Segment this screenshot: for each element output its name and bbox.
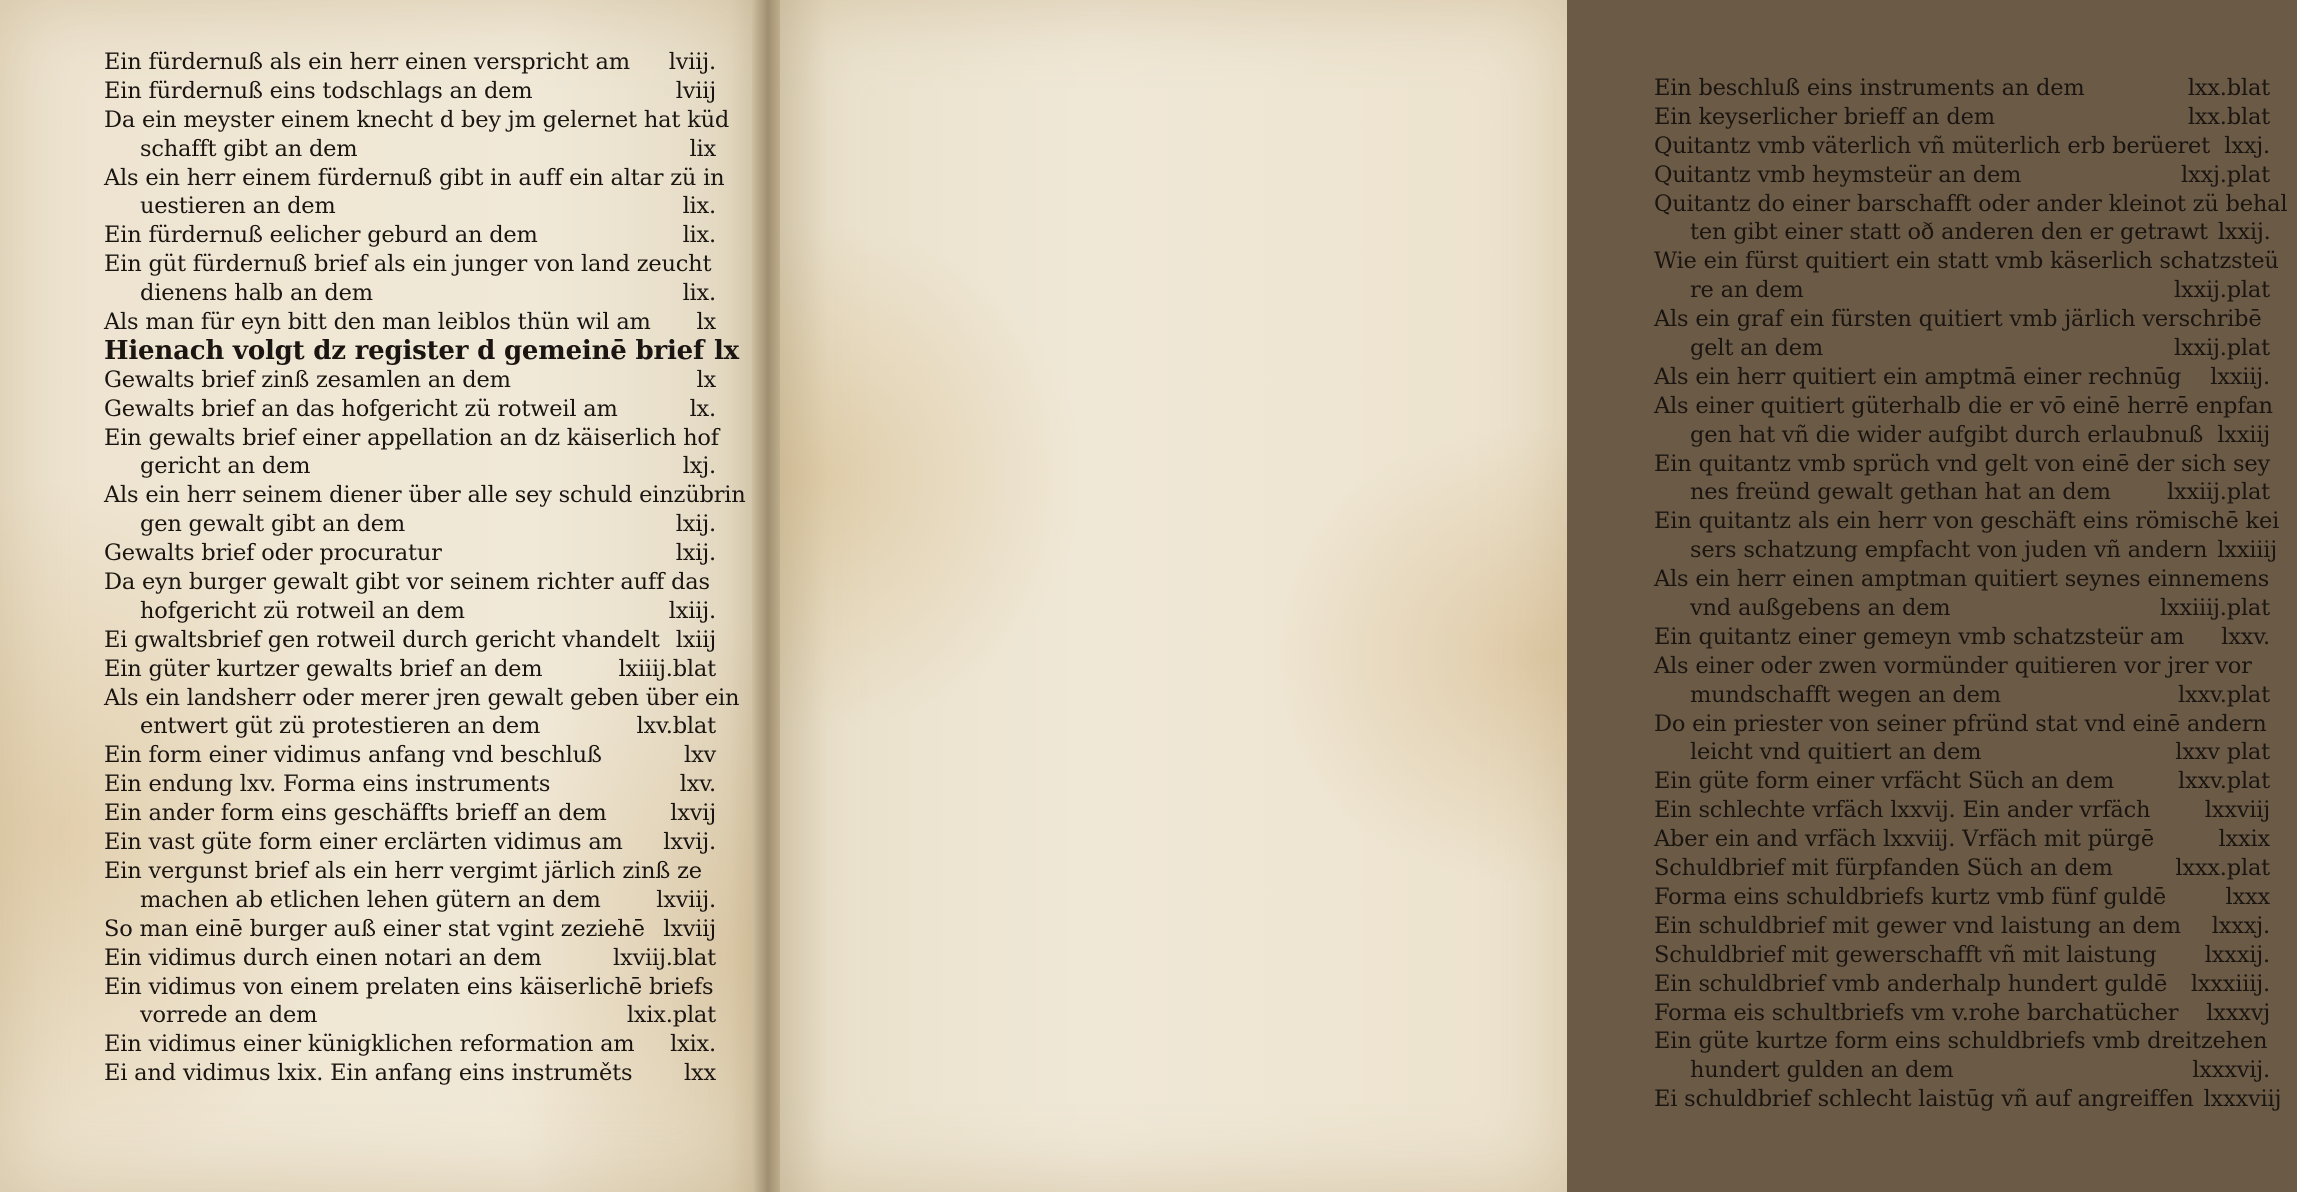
entry-folio-reference: lix. (682, 193, 716, 220)
entry-text: dienens halb an dem (140, 280, 373, 307)
entry-folio-reference: lxvij (670, 800, 716, 827)
entry-folio-reference: lxxix (2218, 826, 2270, 853)
register-entry (1654, 594, 2270, 623)
entry-folio-reference: lxv (684, 742, 716, 769)
entry-folio-reference: lx (696, 309, 716, 336)
entry-folio-reference: lxiij (675, 626, 716, 653)
entry-folio-reference: lxxx.plat (2175, 855, 2270, 882)
right-page (780, 0, 2288, 1192)
register-entry (104, 164, 725, 193)
entry-text: Als man für eyn bitt den man leiblos thün wil am (104, 309, 651, 336)
register-entry (104, 770, 716, 799)
entry-folio-reference (710, 568, 720, 597)
entry-folio-reference: lx (713, 335, 739, 366)
entry-folio-reference (724, 164, 734, 193)
register-entry (1654, 334, 2270, 363)
entry-text: entwert güt zü protestieren an dem (140, 713, 541, 740)
register-entry (104, 568, 716, 597)
entry-folio-reference (2279, 247, 2289, 276)
entry-folio-reference: lxx (684, 1060, 716, 1087)
register-entry (104, 915, 716, 944)
register-entry (1654, 507, 2280, 536)
register-entry (1654, 247, 2279, 276)
entry-text: hundert gulden an dem (1690, 1057, 1954, 1084)
entry-folio-reference (2273, 392, 2283, 421)
register-entry (1654, 854, 2270, 883)
entry-folio-reference: lxviij (663, 915, 716, 942)
entry-text: Gewalts brief oder procuratur (104, 540, 442, 567)
entry-text: Als ein herr seinem diener über alle sey schuld einzübrin (104, 482, 746, 509)
register-entry (104, 655, 716, 684)
entry-text: Ein güte form einer vrfächt Süch an dem (1654, 768, 2114, 795)
entry-folio-reference: lix. (682, 222, 716, 249)
entry-text: Ei schuldbrief schlecht laistūg vñ auf angreiffen (1654, 1086, 2194, 1113)
register-entry (104, 828, 716, 857)
entry-folio-reference (2287, 190, 2297, 219)
right-register-column (1654, 74, 2288, 1114)
entry-text: gericht an dem (140, 453, 311, 480)
register-entry (104, 452, 716, 481)
entry-folio-reference: lxxxiiij. (2190, 970, 2270, 997)
entry-folio-reference: lxv.blat (636, 713, 716, 740)
entry-text: machen ab etlichen lehen gütern an dem (140, 886, 601, 913)
register-entry (1654, 421, 2270, 450)
entry-text: Do ein priester von seiner pfründ stat vnd einē andern (1654, 710, 2267, 737)
entry-folio-reference: lxxxj. (2211, 912, 2270, 939)
register-entry (1654, 796, 2270, 825)
register-entry (1654, 218, 2270, 247)
entry-text: Quitantz vmb heymsteür an dem (1654, 161, 2022, 188)
entry-text: Ein quitantz einer gemeyn vmb schatzsteür am (1654, 623, 2185, 650)
entry-folio-reference: lxxiiij (2217, 537, 2277, 564)
register-entry (1654, 710, 2270, 739)
register-entry (1654, 652, 2270, 681)
register-entry (1654, 478, 2270, 507)
entry-folio-reference: lxxiij (2217, 421, 2270, 448)
entry-text: Ein vidimus einer künigklichen reformation am (104, 1031, 635, 1058)
entry-text: Ein vergunst brief als ein herr vergimt järlich zinß ze (104, 857, 702, 884)
register-entry (104, 799, 716, 828)
entry-folio-reference: lxviij.blat (613, 944, 716, 971)
entry-folio-reference (711, 250, 721, 279)
entry-folio-reference (706, 857, 716, 886)
register-entry (1654, 363, 2270, 392)
register-entry (1654, 1056, 2270, 1085)
register-entry (104, 944, 716, 973)
register-entry (1654, 1027, 2270, 1056)
register-entry (104, 712, 716, 741)
entry-text: Ei gwaltsbrief gen rotweil durch gericht vhandelt (104, 626, 660, 653)
register-entry (1654, 825, 2270, 854)
entry-text: Aber ein and vrfäch lxxviij. Vrfäch mit pürgē (1654, 826, 2154, 853)
register-entry (104, 481, 746, 510)
register-entry (1654, 276, 2270, 305)
entry-text: gelt an dem (1690, 335, 1824, 362)
register-entry (104, 77, 716, 106)
entry-folio-reference: lviij (675, 77, 716, 104)
entry-folio-reference: lxiij. (668, 597, 716, 624)
register-entry (104, 106, 730, 135)
entry-text: Ein schuldbrief mit gewer vnd laistung an dem (1654, 912, 2181, 939)
entry-folio-reference: lxvij. (663, 829, 716, 856)
entry-text: Ein güte kurtze form eins schuldbriefs vmb dreitzehen (1654, 1028, 2268, 1055)
entry-folio-reference (2260, 652, 2270, 681)
entry-text: Ein vast güte form einer erclärten vidimus am (104, 829, 623, 856)
register-heading (104, 335, 739, 366)
entry-folio-reference: lxxx (2225, 883, 2270, 910)
entry-folio-reference: lxxiiij.plat (2160, 595, 2270, 622)
entry-text: Quitantz do einer barschafft oder ander kleinot zü behal (1654, 190, 2288, 217)
entry-folio-reference: lxxj. (2224, 132, 2270, 159)
entry-text: leicht vnd quitiert an dem (1690, 739, 1982, 766)
entry-text: Ein quitantz als ein herr von geschäft eins römischē kei (1654, 508, 2280, 535)
register-entry (1654, 623, 2270, 652)
register-entry (104, 221, 716, 250)
entry-folio-reference: lx (696, 366, 716, 393)
entry-folio-reference: lxxv.plat (2177, 681, 2270, 708)
entry-text: Quitantz vmb väterlich vñ müterlich erb berüeret (1654, 132, 2210, 159)
entry-folio-reference (2279, 507, 2289, 536)
register-entry (104, 424, 719, 453)
entry-text: Als ein herr einem fürdernuß gibt in auff ein altar zü in (104, 164, 725, 191)
register-entry (104, 886, 716, 915)
entry-folio-reference: lxix.plat (626, 1002, 716, 1029)
register-entry (1654, 941, 2270, 970)
register-entry (1654, 738, 2270, 767)
entry-text: Wie ein fürst quitiert ein statt vmb käserlich schatzsteü (1654, 248, 2279, 275)
entry-folio-reference: lxxiij. (2210, 363, 2270, 390)
register-entry (104, 741, 716, 770)
register-entry (1654, 132, 2270, 161)
left-page (0, 0, 760, 1192)
entry-text: So man einē burger auß einer stat vgint zeziehē (104, 915, 645, 942)
register-entry (1654, 305, 2270, 334)
entry-folio-reference: lxviij. (656, 886, 716, 913)
register-entry (1654, 681, 2270, 710)
entry-text: ten gibt einer statt oð anderen den er getrawt (1690, 219, 2208, 246)
entry-text: Ein güter kurtzer gewalts brief an dem (104, 655, 543, 682)
entry-text: Forma eis schultbriefs vm v.rohe barchatücher (1654, 999, 2179, 1026)
entry-folio-reference (729, 106, 739, 135)
left-register-column (104, 48, 746, 1088)
entry-text: Ein keyserlicher brieff an dem (1654, 103, 1995, 130)
register-entry (104, 366, 716, 395)
entry-folio-reference: lxv. (679, 771, 716, 798)
register-entry (104, 250, 716, 279)
entry-folio-reference: lxxxvij. (2192, 1057, 2270, 1084)
entry-text: Ein endung lxv. Forma eins instruments (104, 771, 551, 798)
register-entry (1654, 536, 2277, 565)
entry-text: Ein fürdernuß eins todschlags an dem (104, 77, 533, 104)
entry-folio-reference (719, 424, 729, 453)
register-entry (1654, 883, 2270, 912)
entry-folio-reference: lxxiij.plat (2167, 479, 2270, 506)
entry-folio-reference: lxxij.plat (2174, 335, 2270, 362)
entry-text: Als einer quitiert güterhalb die er vō einē herrē enpfan (1654, 392, 2273, 419)
entry-folio-reference: lxij. (675, 511, 716, 538)
register-entry (104, 395, 716, 424)
entry-text: Schuldbrief mit gewerschafft vñ mit laistung (1654, 941, 2157, 968)
entry-text: Da ein meyster einem knecht d bey jm gelernet hat küd (104, 106, 730, 133)
entry-text: Ein ander form eins geschäffts brieff an dem (104, 800, 607, 827)
register-entry (104, 973, 716, 1002)
register-entry (1654, 161, 2270, 190)
entry-folio-reference: lxj. (682, 453, 716, 480)
register-entry (1654, 565, 2270, 594)
entry-folio-reference: lxxij. (2217, 219, 2271, 246)
entry-folio-reference: lxxv. (2221, 623, 2270, 650)
entry-text: Als ein herr einen amptman quitiert seynes einnemens (1654, 566, 2270, 593)
register-entry (1654, 450, 2270, 479)
entry-text: Forma eins schuldbriefs kurtz vmb fünf guldē (1654, 883, 2167, 910)
entry-folio-reference (2267, 1027, 2277, 1056)
entry-folio-reference: lxiiij.blat (618, 655, 716, 682)
entry-folio-reference (2267, 710, 2277, 739)
entry-text: Ein beschluß eins instruments an dem (1654, 75, 2085, 101)
entry-text: gen gewalt gibt an dem (140, 511, 406, 538)
entry-folio-reference: lxxxviij (2203, 1086, 2282, 1113)
entry-text: nes freünd gewalt gethan hat an dem (1690, 479, 2111, 506)
entry-text: Als ein graf ein fürsten quitiert vmb järlich verschribē (1654, 306, 2262, 333)
entry-text: Ein vidimus durch einen notari an dem (104, 944, 542, 971)
entry-text: Ein gewalts brief einer appellation an dz käiserlich hof (104, 424, 719, 451)
entry-folio-reference (2269, 565, 2279, 594)
entry-folio-reference: lxxv.plat (2177, 768, 2270, 795)
entry-text: Ei and vidimus lxix. Ein anfang eins instruměts (104, 1060, 633, 1087)
entry-folio-reference (713, 973, 723, 1002)
entry-text: Ein schuldbrief vmb anderhalp hundert guldē (1654, 970, 2168, 997)
entry-text: re an dem (1690, 277, 1804, 304)
register-entry (104, 510, 716, 539)
entry-folio-reference: lxix. (670, 1031, 716, 1058)
register-entry (1654, 190, 2288, 219)
register-entry (1654, 1085, 2282, 1114)
entry-text: Ein güt fürdernuß brief als ein junger von land zeucht (104, 251, 712, 278)
register-entry (1654, 912, 2270, 941)
entry-folio-reference (2262, 305, 2272, 334)
entry-folio-reference (2270, 450, 2280, 479)
entry-text: Hienach volgt dz register d gemeinē brief (104, 335, 704, 366)
entry-text: Als einer oder zwen vormünder quitieren vor jrer vor (1654, 652, 2252, 679)
register-entry (104, 279, 716, 308)
register-entry (1654, 103, 2270, 132)
entry-folio-reference: lix. (682, 280, 716, 307)
register-entry (104, 857, 716, 886)
register-entry (1654, 74, 2270, 103)
entry-folio-reference: lxx.blat (2187, 103, 2270, 130)
entry-text: Da eyn burger gewalt gibt vor seinem richter auff das (104, 569, 710, 596)
entry-text: vorrede an dem (140, 1002, 318, 1029)
register-entry (104, 1059, 716, 1088)
entry-folio-reference (739, 684, 749, 713)
entry-text: Ein form einer vidimus anfang vnd beschluß (104, 742, 602, 769)
entry-folio-reference: lxxxvj (2206, 999, 2270, 1026)
register-entry (1654, 970, 2270, 999)
entry-folio-reference: lxxxij. (2204, 941, 2270, 968)
entry-folio-reference: lix (689, 135, 716, 162)
entry-folio-reference: lx. (689, 395, 716, 422)
entry-text: sers schatzung empfacht von juden vñ andern (1690, 537, 2208, 564)
entry-folio-reference: lxxv plat (2175, 739, 2270, 766)
register-entry (104, 597, 716, 626)
register-entry (1654, 999, 2270, 1028)
register-entry (104, 135, 716, 164)
register-entry (104, 626, 716, 655)
entry-text: mundschafft wegen an dem (1690, 681, 2001, 708)
entry-folio-reference: lxij. (675, 540, 716, 567)
entry-text: Gewalts brief zinß zesamlen an dem (104, 366, 511, 393)
entry-text: schafft gibt an dem (140, 135, 358, 162)
entry-text: Als ein herr quitiert ein amptmā einer rechnūg (1654, 363, 2182, 390)
entry-text: Ein fürdernuß eelicher geburd an dem (104, 222, 538, 249)
entry-folio-reference: lxxij.plat (2174, 277, 2270, 304)
entry-folio-reference: lxxj.plat (2181, 161, 2270, 188)
register-entry (104, 308, 716, 337)
entry-text: Als ein landsherr oder merer jren gewalt geben über ein (104, 684, 740, 711)
register-entry (104, 684, 740, 713)
register-entry (104, 48, 716, 77)
entry-folio-reference: lxxviij (2204, 797, 2270, 824)
register-entry (104, 192, 716, 221)
register-entry (104, 1001, 716, 1030)
entry-text: vnd außgebens an dem (1690, 595, 1951, 622)
entry-folio-reference: lxx.blat (2187, 75, 2270, 101)
entry-text: gen hat vñ die wider aufgibt durch erlaubnuß (1690, 421, 2204, 448)
entry-folio-reference: lviij. (668, 49, 716, 75)
entry-text: Schuldbrief mit fürpfanden Süch an dem (1654, 855, 2113, 882)
register-entry (104, 1030, 716, 1059)
register-entry (1654, 392, 2273, 421)
entry-text: Ein quitantz vmb sprüch vnd gelt von einē der sich sey (1654, 450, 2271, 477)
entry-text: Gewalts brief an das hofgericht zü rotweil am (104, 395, 618, 422)
entry-text: uestieren an dem (140, 193, 336, 220)
entry-text: Ein vidimus von einem prelaten eins käiserlichē briefs (104, 973, 714, 1000)
entry-text: hofgericht zü rotweil an dem (140, 597, 465, 624)
register-entry (104, 539, 716, 568)
entry-text: Ein fürdernuß als ein herr einen verspricht am (104, 49, 630, 75)
register-entry (1654, 767, 2270, 796)
entry-text: Ein schlechte vrfäch lxxvij. Ein ander vrfäch (1654, 797, 2151, 824)
